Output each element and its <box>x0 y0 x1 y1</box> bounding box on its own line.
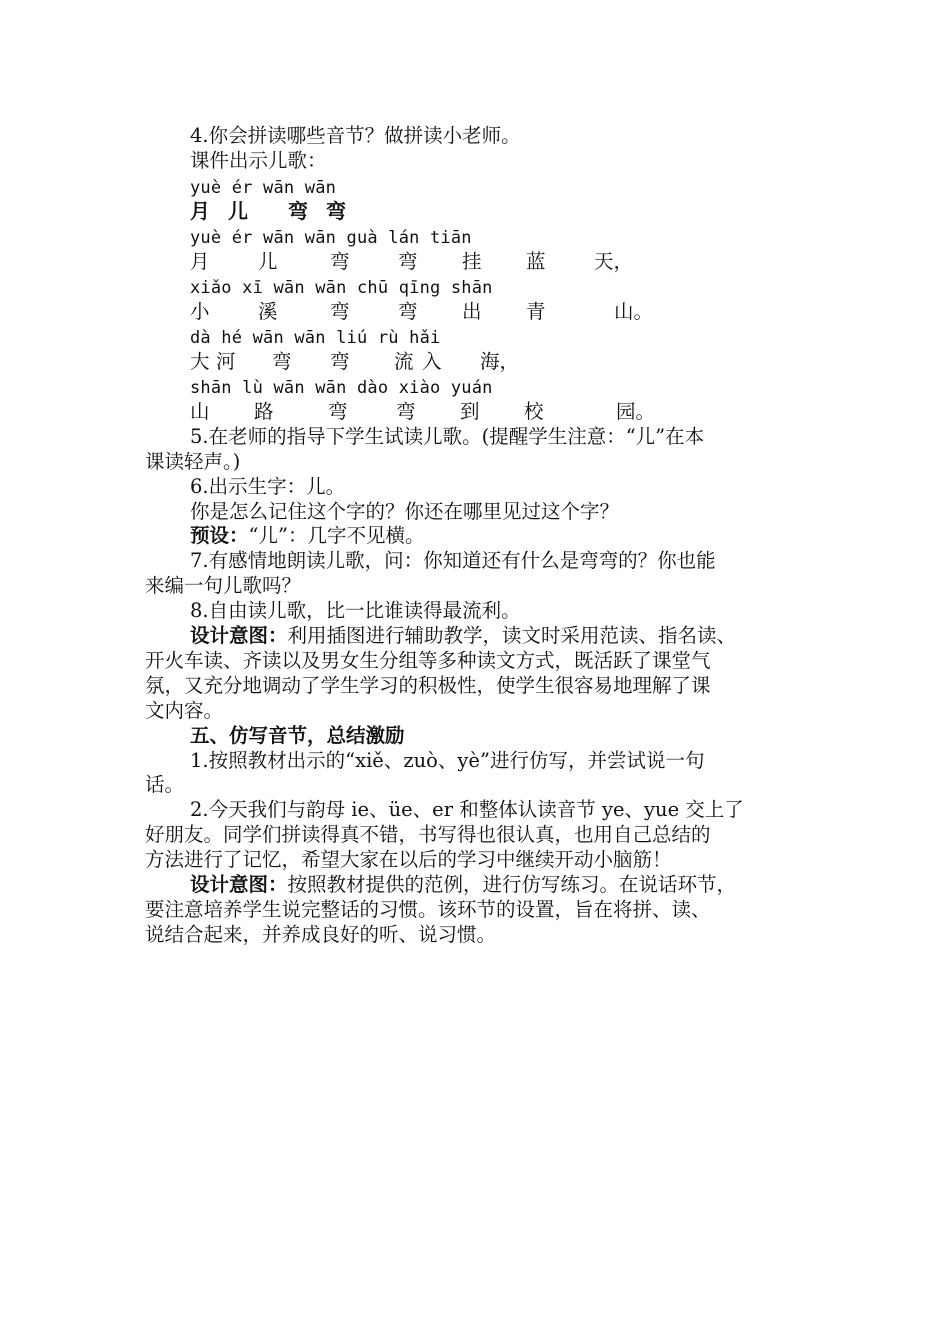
preset-line <box>190 524 424 548</box>
step-8-line: 8.自由读儿歌，比一比谁读得最流利。 <box>190 599 521 622</box>
step-5-line-cont: 课读轻声。) <box>145 450 241 473</box>
song-char: 流 <box>394 350 414 373</box>
song-row-pinyin: yuè ér wān wān guà lán tiān <box>190 228 472 248</box>
song-row-chars <box>190 350 519 374</box>
song-char: 天， <box>594 250 634 273</box>
song-char: 儿 <box>258 250 278 273</box>
song-char: 弯 <box>272 350 292 373</box>
song-char: 大 <box>190 350 210 373</box>
song-char: 山 <box>190 400 210 423</box>
song-char: 弯 <box>328 400 348 423</box>
design-intent-label: 设计意图： <box>190 624 288 647</box>
design-intent-1-cont: 文内容。 <box>145 699 224 722</box>
song-char: 弯 <box>330 350 350 373</box>
question-line: 你是怎么记住这个字的？你还在哪里见过这个字？ <box>190 500 620 523</box>
song-row-pinyin: dà hé wān wān liú rù hǎi <box>190 328 441 348</box>
song-char: 弯 <box>398 300 418 323</box>
song-char: 河 <box>216 350 236 373</box>
item-2-line: 2.今天我们与韵母 ie、üe、er 和整体认读音节 ye、yue 交上了 <box>190 798 744 821</box>
design-intent-1-cont: 氛，又充分地调动了学生学习的积极性，使学生很容易地理解了课 <box>145 674 711 697</box>
step-5-line: 5.在老师的指导下学生试读儿歌。(提醒学生注意：“儿”在本 <box>190 425 705 448</box>
song-char: 园。 <box>616 400 656 423</box>
song-char: 校 <box>524 400 544 423</box>
song-char: 山。 <box>614 300 654 323</box>
design-intent-1 <box>190 624 736 648</box>
courseware-line: 课件出示儿歌： <box>190 149 327 172</box>
design-intent-label: 设计意图： <box>190 873 288 896</box>
song-row-chars <box>190 400 655 424</box>
song-char: 溪 <box>258 300 278 323</box>
song-char: 入 <box>422 350 442 373</box>
song-title-char: 弯 <box>326 199 346 223</box>
section-heading-5: 五、仿写音节，总结激励 <box>190 724 405 747</box>
item-1-line-cont: 话。 <box>145 773 185 796</box>
song-row-chars <box>190 300 653 324</box>
design-intent-1-cont: 开火车读、齐读以及男女生分组等多种读文方式，既活跃了课堂气 <box>145 649 711 672</box>
preset-label: 预设： <box>190 524 249 547</box>
design-intent-2 <box>190 873 736 897</box>
song-char: 蓝 <box>526 250 546 273</box>
song-char: 小 <box>190 300 210 323</box>
song-title-char: 儿 <box>228 199 248 223</box>
step-6-line: 6.出示生字：儿。 <box>190 475 346 498</box>
song-char: 路 <box>254 400 274 423</box>
song-title-pinyin: yuè ér wān wān <box>190 178 337 198</box>
song-char: 弯 <box>330 300 350 323</box>
song-char: 挂 <box>462 250 482 273</box>
song-title <box>190 199 346 223</box>
item-1-line: 1.按照教材出示的“xiě、zuò、yè”进行仿写，并尝试说一句 <box>190 749 705 772</box>
song-char: 弯 <box>398 250 418 273</box>
song-row-pinyin: shān lù wān wān dào xiào yuán <box>190 378 493 398</box>
song-char: 月 <box>190 250 210 273</box>
item-2-line-cont: 方法进行了记忆，希望大家在以后的学习中继续开动小脑筋！ <box>145 848 672 871</box>
step-7-line-cont: 来编一句儿歌吗？ <box>145 574 302 597</box>
song-char: 弯 <box>330 250 350 273</box>
preset-text: “儿”：几字不见横。 <box>248 524 425 547</box>
song-title-char: 弯 <box>288 199 308 223</box>
design-intent-2-cont: 要注意培养学生说完整话的习惯。该环节的设置，旨在将拼、读、 <box>145 898 711 921</box>
design-intent-text: 按照教材提供的范例，进行仿写练习。在说话环节， <box>287 873 737 896</box>
step-4-line: 4.你会拼读哪些音节？做拼读小老师。 <box>190 124 521 147</box>
song-row-chars <box>190 250 633 274</box>
item-2-line-cont: 好朋友。同学们拼读得真不错，书写得也很认真，也用自己总结的 <box>145 823 711 846</box>
song-title-char: 月 <box>190 199 210 223</box>
song-char: 出 <box>462 300 482 323</box>
song-row-pinyin: xiǎo xī wān wān chū qīng shān <box>190 278 493 298</box>
song-char: 弯 <box>396 400 416 423</box>
step-7-line: 7.有感情地朗读儿歌，问：你知道还有什么是弯弯的？你也能 <box>190 549 716 572</box>
design-intent-2-cont: 说结合起来，并养成良好的听、说习惯。 <box>145 923 497 946</box>
design-intent-text: 利用插图进行辅助教学，读文时采用范读、指名读、 <box>287 624 737 647</box>
song-char: 海， <box>480 350 520 373</box>
song-char: 到 <box>460 400 480 423</box>
song-char: 青 <box>526 300 546 323</box>
